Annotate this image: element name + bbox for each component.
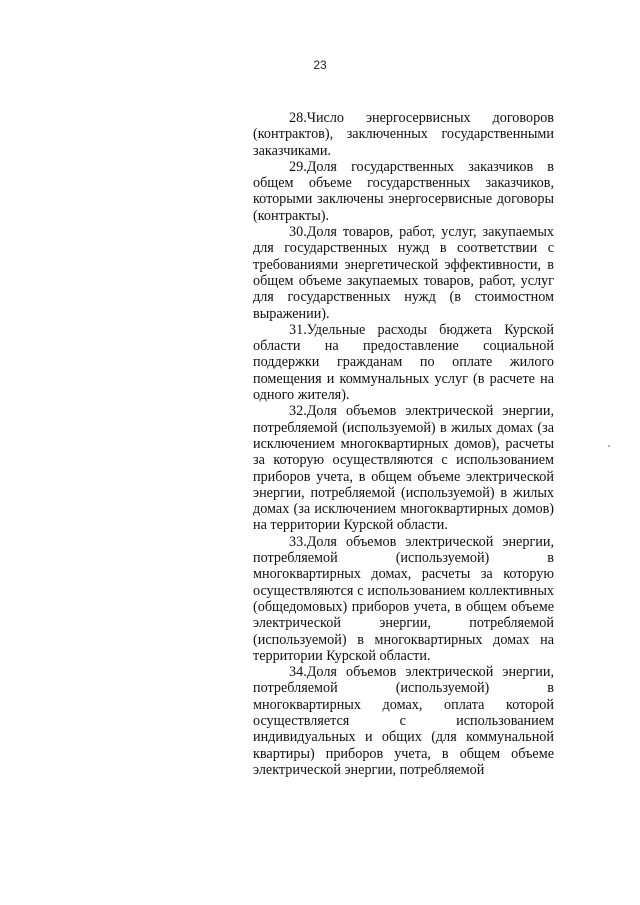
scan-speck — [608, 445, 610, 447]
page-number: 23 — [313, 58, 327, 72]
list-item-30: 30.Доля товаров, работ, услуг, закупаемых для государственных нужд в соответствии с требованиями энергетической эффективности, в общем объеме закупаемых товаров, работ, услуг для государственных нужд (в стоимостном выражении). — [253, 224, 554, 322]
list-item-29: 29.Доля государственных заказчиков в общем объеме государственных заказчиков, которыми заключены энергосервисные договоры (контракты). — [253, 158, 554, 224]
list-item-32: 32.Доля объемов электрической энергии, потребляемой (используемой) в жилых домах (за исключением многоквартирных домов), расчеты за которую осуществляются с использованием приборов учета, в общем объеме электрической энергии, потребляемой (используемой) в жилых домах (за исключением многоквартирных домов) на территории Курской области. — [253, 403, 554, 534]
list-item-33: 33.Доля объемов электрической энергии, потребляемой (используемой) в многоквартирных домах, расчеты за которую осуществляются с использованием коллективных (общедомовых) приборов учета, в общем объеме электрической энергии, потребляемой (используемой) в многоквартирных домах на территории Курской области. — [253, 533, 554, 664]
list-item-31: 31.Удельные расходы бюджета Курской области на предоставление социальной поддержки гражданам по оплате жилого помещения и коммунальных услуг (в расчете на одного жителя). — [253, 321, 554, 404]
document-body — [253, 110, 554, 778]
list-item-34: 34.Доля объемов электрической энергии, потребляемой (используемой) в многоквартирных домах, оплата которой осуществляется с использованием индивидуальных и общих (для коммунальной квартиры) приборов учета, в общем объеме электрической энергии, потребляемой — [253, 664, 554, 778]
list-item-28: 28.Число энергосервисных договоров (контрактов), заключенных государственными заказчиками. — [253, 110, 554, 159]
